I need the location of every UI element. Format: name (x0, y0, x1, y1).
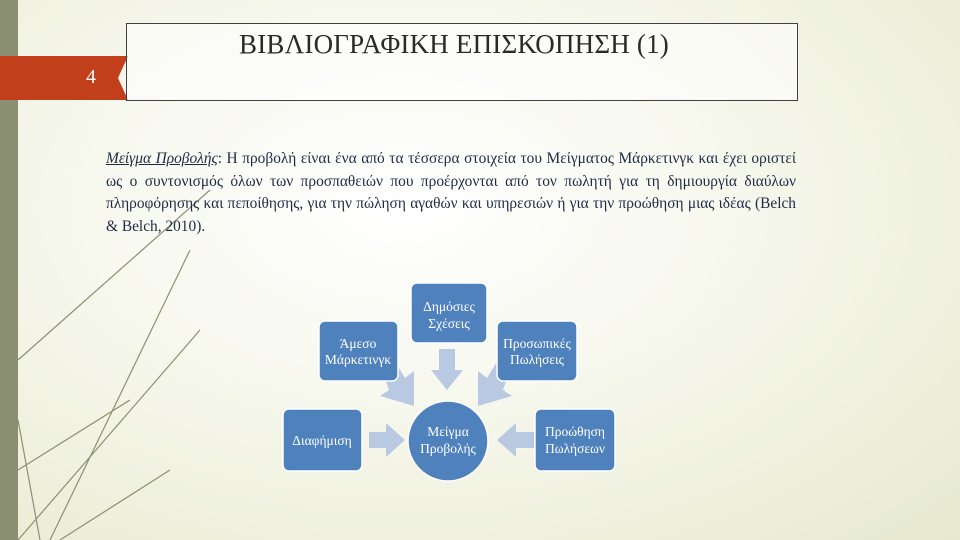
label-public-relations-1: Δημόσιες (423, 299, 475, 314)
paragraph-text: : Η προβολή είναι ένα από τα τέσσερα στοιχεία του Μείγματος Μάρκετινγκ και έχει οριστεί ως ο συντονισμός όλων των προσπαθειών που προέρχονται από τον πωλητή για τη δημιουργία διαύλων πληροφόρησης και πεποίθησης, για την πώληση αγαθών και υπηρεσιών ή για την προώθηση μιας ιδέας (Belch & Belch, 2010). (106, 150, 796, 235)
arrow-sales-promotion (497, 423, 534, 457)
node-personal-selling (497, 321, 577, 381)
label-personal-selling-1: Προσωπικές (503, 336, 571, 351)
label-sales-promotion-2: Πωλήσεων (544, 441, 606, 456)
term-label: Μείγμα Προβολής (106, 150, 218, 167)
label-direct-marketing-2: Μάρκετινγκ (324, 352, 392, 367)
arrow-public-relations (431, 349, 463, 390)
label-public-relations-2: Σχέσεις (428, 316, 470, 331)
label-personal-selling-2: Πωλήσεις (509, 352, 565, 367)
page-number: 4 (86, 66, 96, 88)
node-sales-promotion (535, 409, 615, 471)
arrow-advertising (369, 423, 405, 457)
node-direct-marketing (319, 321, 398, 381)
label-advertising: Διαφήμιση (292, 433, 352, 448)
label-direct-marketing-1: Άμεσο (339, 336, 377, 351)
label-center-2: Προβολής (420, 441, 476, 456)
label-sales-promotion-1: Προώθηση (545, 424, 605, 439)
slide-title: ΒΙΒΛΙΟΓΡΑΦΙΚΗ ΕΠΙΣΚΟΠΗΣΗ (1) (239, 29, 669, 59)
label-center-1: Μείγμα (427, 424, 469, 439)
